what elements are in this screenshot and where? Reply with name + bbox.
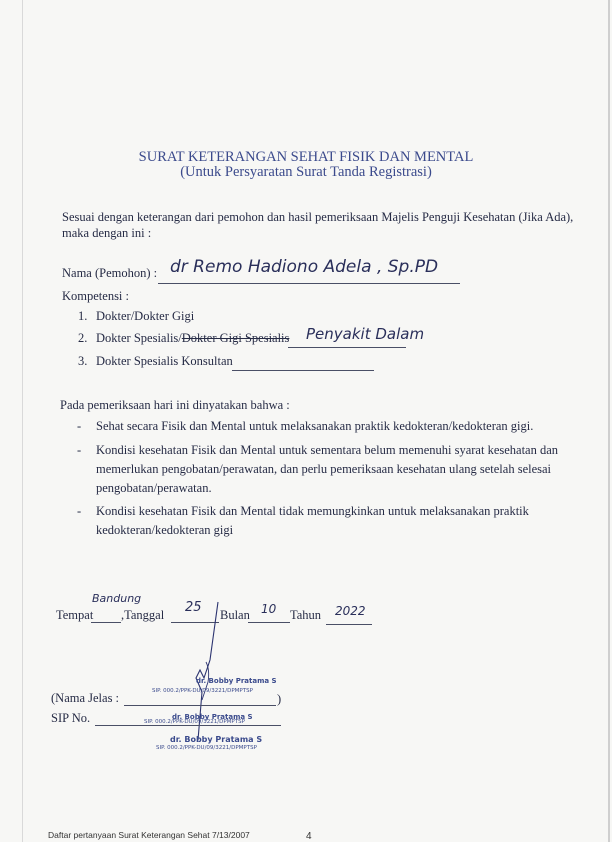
page-number: 4 [306, 831, 312, 842]
stamp-1-name: dr. Bobby Pratama S [196, 677, 277, 685]
stamp-3-sip: SIP. 000.2/PPK-DU/09/3221/DPMPTSP [156, 745, 257, 751]
statement-3-dash: - [77, 504, 82, 518]
kompetensi-item-2-strikethrough: Dokter Gigi Spesialis [181, 331, 290, 345]
page-edge-left [22, 0, 23, 842]
bulan-label: Bulan [220, 608, 250, 622]
nama-jelas-close: ) [277, 692, 282, 706]
statement-2-line-2: memerlukan pengobatan/perawatan, dan perlu pemeriksaan kesehatan ulang setelah selesai [96, 462, 552, 476]
konsultan-underline [232, 370, 374, 371]
kompetensi-item-2-text: Dokter Spesialis/ [96, 331, 182, 345]
tahun-label: Tahun [290, 608, 322, 622]
nama-underline [158, 283, 460, 284]
sip-label: SIP No. [51, 711, 91, 725]
kompetensi-item-1: Dokter/Dokter Gigi [96, 309, 195, 323]
signature-scribble [180, 600, 240, 750]
kompetensi-item-2 [96, 331, 289, 346]
nama-jelas-underline [124, 705, 276, 706]
page-edge-right [608, 0, 610, 842]
statement-2-line-3: pengobatan/perawatan. [96, 481, 212, 495]
tahun-underline [326, 624, 372, 625]
statement-3-line-2: kedokteran/kedokteran gigi [96, 523, 234, 537]
kompetensi-label: Kompetensi : [62, 289, 130, 303]
stamp-2-sip: SIP. 000.2/PPK-DU/09/3221/DPMPTSP [144, 719, 245, 725]
tanggal-label: ,Tanggal [121, 608, 165, 622]
footer-text: Daftar pertanyaan Surat Keterangan Sehat 7/13/2007 [48, 830, 250, 840]
pemeriksaan-intro: Pada pemeriksaan hari ini dinyatakan bahwa : [60, 398, 290, 412]
statement-3-line-1: Kondisi kesehatan Fisik dan Mental tidak memungkinkan untuk melaksanakan praktik [96, 504, 529, 518]
sip-underline [95, 725, 281, 726]
tahun-value[interactable]: 2022 [335, 604, 366, 618]
tempat-underline [91, 622, 121, 623]
kompetensi-num-3: 3. [78, 354, 88, 368]
spesialis-value[interactable]: Penyakit Dalam [306, 325, 425, 343]
tempat-label: Tempat [56, 608, 94, 622]
stamp-1-sip: SIP. 000.2/PPK-DU/09/3221/DPMPTSP [152, 688, 253, 694]
nama-jelas-label: (Nama Jelas : [51, 691, 120, 705]
tempat-value[interactable]: Bandung [92, 592, 142, 605]
stamp-3-name: dr. Bobby Pratama S [170, 735, 263, 744]
bulan-underline [248, 622, 290, 623]
kompetensi-num-2: 2. [78, 331, 88, 345]
tanggal-value[interactable]: 25 [185, 600, 202, 615]
nama-value[interactable]: dr Remo Hadiono Adela , Sp.PD [170, 257, 439, 277]
nama-label: Nama (Pemohon) : [62, 266, 158, 280]
statement-2-dash: - [77, 443, 82, 457]
statement-1-dash: - [77, 419, 82, 433]
stamp-2-name: dr. Bobby Pratama S [172, 713, 253, 721]
document-subtitle: (Untuk Persyaratan Surat Tanda Registrasi) [180, 164, 432, 180]
statement-1-line-1: Sehat secara Fisik dan Mental untuk melaksanakan praktik kedokteran/kedokteran gigi. [96, 419, 534, 433]
document-title: SURAT KETERANGAN SEHAT FISIK DAN MENTAL [138, 149, 474, 165]
spesialis-underline [288, 347, 406, 348]
kompetensi-item-3: Dokter Spesialis Konsultan [96, 354, 233, 368]
kompetensi-num-1: 1. [78, 309, 88, 323]
bulan-value[interactable]: 10 [261, 602, 277, 616]
intro-line-1: Sesuai dengan keterangan dari pemohon dan hasil pemeriksaan Majelis Penguji Kesehatan (Jika Ada), [62, 210, 574, 224]
intro-line-2: maka dengan ini : [62, 226, 152, 240]
statement-2-line-1: Kondisi kesehatan Fisik dan Mental untuk sementara belum memenuhi syarat kesehatan dan [96, 443, 559, 457]
